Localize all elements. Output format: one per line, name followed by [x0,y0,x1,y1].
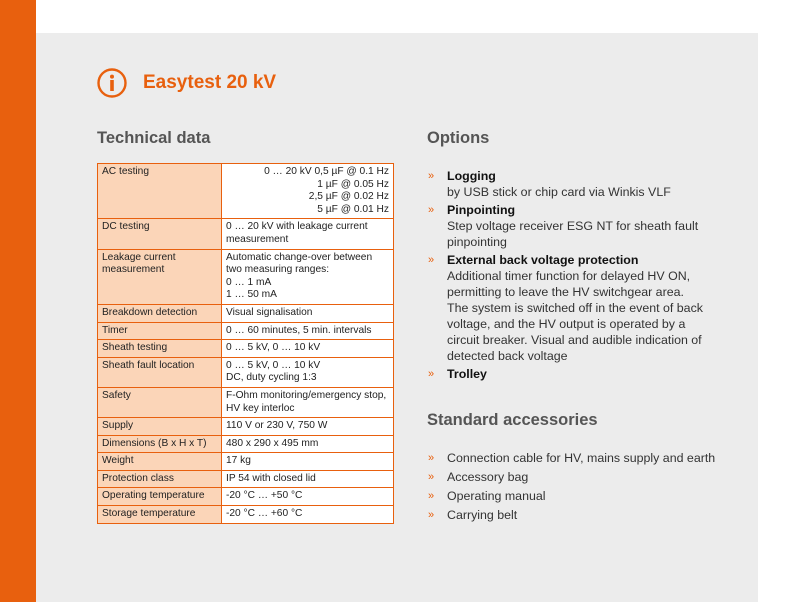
option-desc-line: pinpointing [447,235,507,249]
spec-value-line: F-Ohm monitoring/emergency stop, [226,389,387,401]
spec-value-line: -20 °C … +50 °C [226,490,303,502]
option-desc-line: circuit breaker. Visual and audible indication of [447,333,702,347]
table-row [98,418,394,436]
accessory-label: Accessory bag [447,470,529,484]
bullet-chevron-icon: » [428,204,435,216]
accessory-label: Carrying belt [447,508,518,522]
spec-value [222,249,394,304]
option-desc-line: permitting to leave the HV switchgear area. [447,285,684,299]
accessories-list [427,450,747,526]
accessory-label: Connection cable for HV, mains supply and earth [447,451,716,465]
spec-label-line: Leakage current [102,251,176,263]
option-item [427,252,747,364]
spec-value-line: Visual signalisation [226,306,313,318]
option-body [447,366,487,382]
orange-side-bar [0,0,36,602]
spec-label [98,470,222,488]
spec-value-line: DC, duty cycling 1:3 [226,372,317,384]
spec-value-line: 2,5 µF @ 0.02 Hz [308,191,389,203]
technical-data-table [97,163,394,524]
option-body [447,202,698,250]
spec-value-line: 0 … 20 kV 0,5 µF @ 0.1 Hz [264,166,389,177]
spec-label [98,488,222,506]
spec-value-line: 17 kg [226,455,251,467]
spec-label [98,322,222,340]
option-title: Pinpointing [447,203,516,217]
spec-label [98,357,222,387]
option-body [447,252,703,364]
options-list [427,168,747,384]
spec-value [222,304,394,322]
spec-value-line: measurement [226,233,289,245]
option-title: External back voltage protection [447,253,639,267]
spec-label-line: Sheath fault location [102,359,195,371]
spec-label-line: AC testing [102,166,149,177]
spec-value-line: two measuring ranges: [226,264,330,276]
accessory-item [427,488,747,504]
spec-label-line: measurement [102,264,165,276]
option-title: Trolley [447,367,487,381]
table-row [98,249,394,304]
table-row [98,506,394,524]
spec-value [222,418,394,436]
spec-label-line: DC testing [102,221,150,233]
spec-value-line: Automatic change-over between [226,251,373,263]
info-icon [97,68,127,98]
accessory-item [427,507,747,523]
table-row [98,322,394,340]
spec-value [222,470,394,488]
option-item [427,366,747,382]
table-row [98,340,394,358]
spec-label-line: Sheath testing [102,342,168,354]
bullet-chevron-icon: » [428,254,435,266]
bullet-chevron-icon: » [428,509,435,521]
spec-value [222,387,394,417]
table-row [98,488,394,506]
spec-value-line: IP 54 with closed lid [226,472,316,484]
spec-value [222,219,394,249]
option-body [447,168,671,200]
accessory-item [427,469,747,485]
spec-value-line: 480 x 290 x 495 mm [226,437,319,449]
accessories-heading: Standard accessories [427,411,598,429]
spec-label-line: Protection class [102,472,174,484]
spec-label [98,387,222,417]
option-desc-line: Additional timer function for delayed HV ON, [447,269,691,283]
spec-value [222,164,394,219]
spec-label-line: Storage temperature [102,508,196,520]
spec-value [222,506,394,524]
accessory-label: Operating manual [447,489,546,503]
table-row [98,387,394,417]
option-desc-line: detected back voltage [447,349,568,363]
table-row [98,357,394,387]
page-title: Easytest 20 kV [143,72,277,93]
spec-label [98,506,222,524]
spec-value [222,340,394,358]
bullet-chevron-icon: » [428,490,435,502]
option-title: Logging [447,169,496,183]
spec-value-line: 0 … 60 minutes, 5 min. intervals [226,324,372,336]
spec-value [222,488,394,506]
spec-label [98,249,222,304]
option-desc-line: The system is switched off in the event of back [447,301,703,315]
spec-label-line: Operating temperature [102,490,205,502]
spec-value [222,435,394,453]
accessory-item [427,450,747,466]
bullet-chevron-icon: » [428,368,435,380]
spec-label-line: Supply [102,420,134,432]
table-row [98,470,394,488]
spec-label [98,219,222,249]
spec-label [98,435,222,453]
option-desc-line: Step voltage receiver ESG NT for sheath fault [447,219,699,233]
spec-label-line: Dimensions (B x H x T) [102,437,207,449]
spec-value-line: 110 V or 230 V, 750 W [226,420,328,432]
spec-label [98,453,222,471]
spec-label [98,164,222,219]
spec-label-line: Safety [102,389,131,401]
spec-value-line: 0 … 1 mA [226,276,272,288]
spec-value-line: 1 µF @ 0.05 Hz [317,178,389,190]
spec-label [98,304,222,322]
spec-label [98,340,222,358]
spec-value-line: 5 µF @ 0.01 Hz [317,203,389,215]
option-desc-line: by USB stick or chip card via Winkis VLF [447,185,671,199]
spec-value [222,357,394,387]
spec-label-line: Weight [102,455,134,467]
spec-value-line: 1 … 50 mA [226,289,277,301]
spec-value-line: HV key interloc [226,402,295,414]
table-row [98,435,394,453]
bullet-chevron-icon: » [428,471,435,483]
spec-value [222,322,394,340]
spec-value-line: 0 … 20 kV with leakage current [226,221,368,233]
spec-label [98,418,222,436]
option-desc-line: voltage, and the HV output is operated by a [447,317,686,331]
table-row [98,453,394,471]
options-heading: Options [427,129,490,147]
spec-label-line: Breakdown detection [102,306,198,318]
spec-label-line: Timer [102,324,128,336]
table-row [98,164,394,219]
spec-value [222,453,394,471]
bullet-chevron-icon: » [428,452,435,464]
technical-data-heading: Technical data [97,129,211,147]
bullet-chevron-icon: » [428,170,435,182]
spec-value-line: -20 °C … +60 °C [226,508,303,520]
option-item [427,202,747,250]
header [97,66,276,100]
table-row [98,219,394,249]
option-item [427,168,747,200]
spec-value-line: 0 … 5 kV, 0 … 10 kV [226,342,321,354]
spec-value-line: 0 … 5 kV, 0 … 10 kV [226,359,321,371]
table-row [98,304,394,322]
